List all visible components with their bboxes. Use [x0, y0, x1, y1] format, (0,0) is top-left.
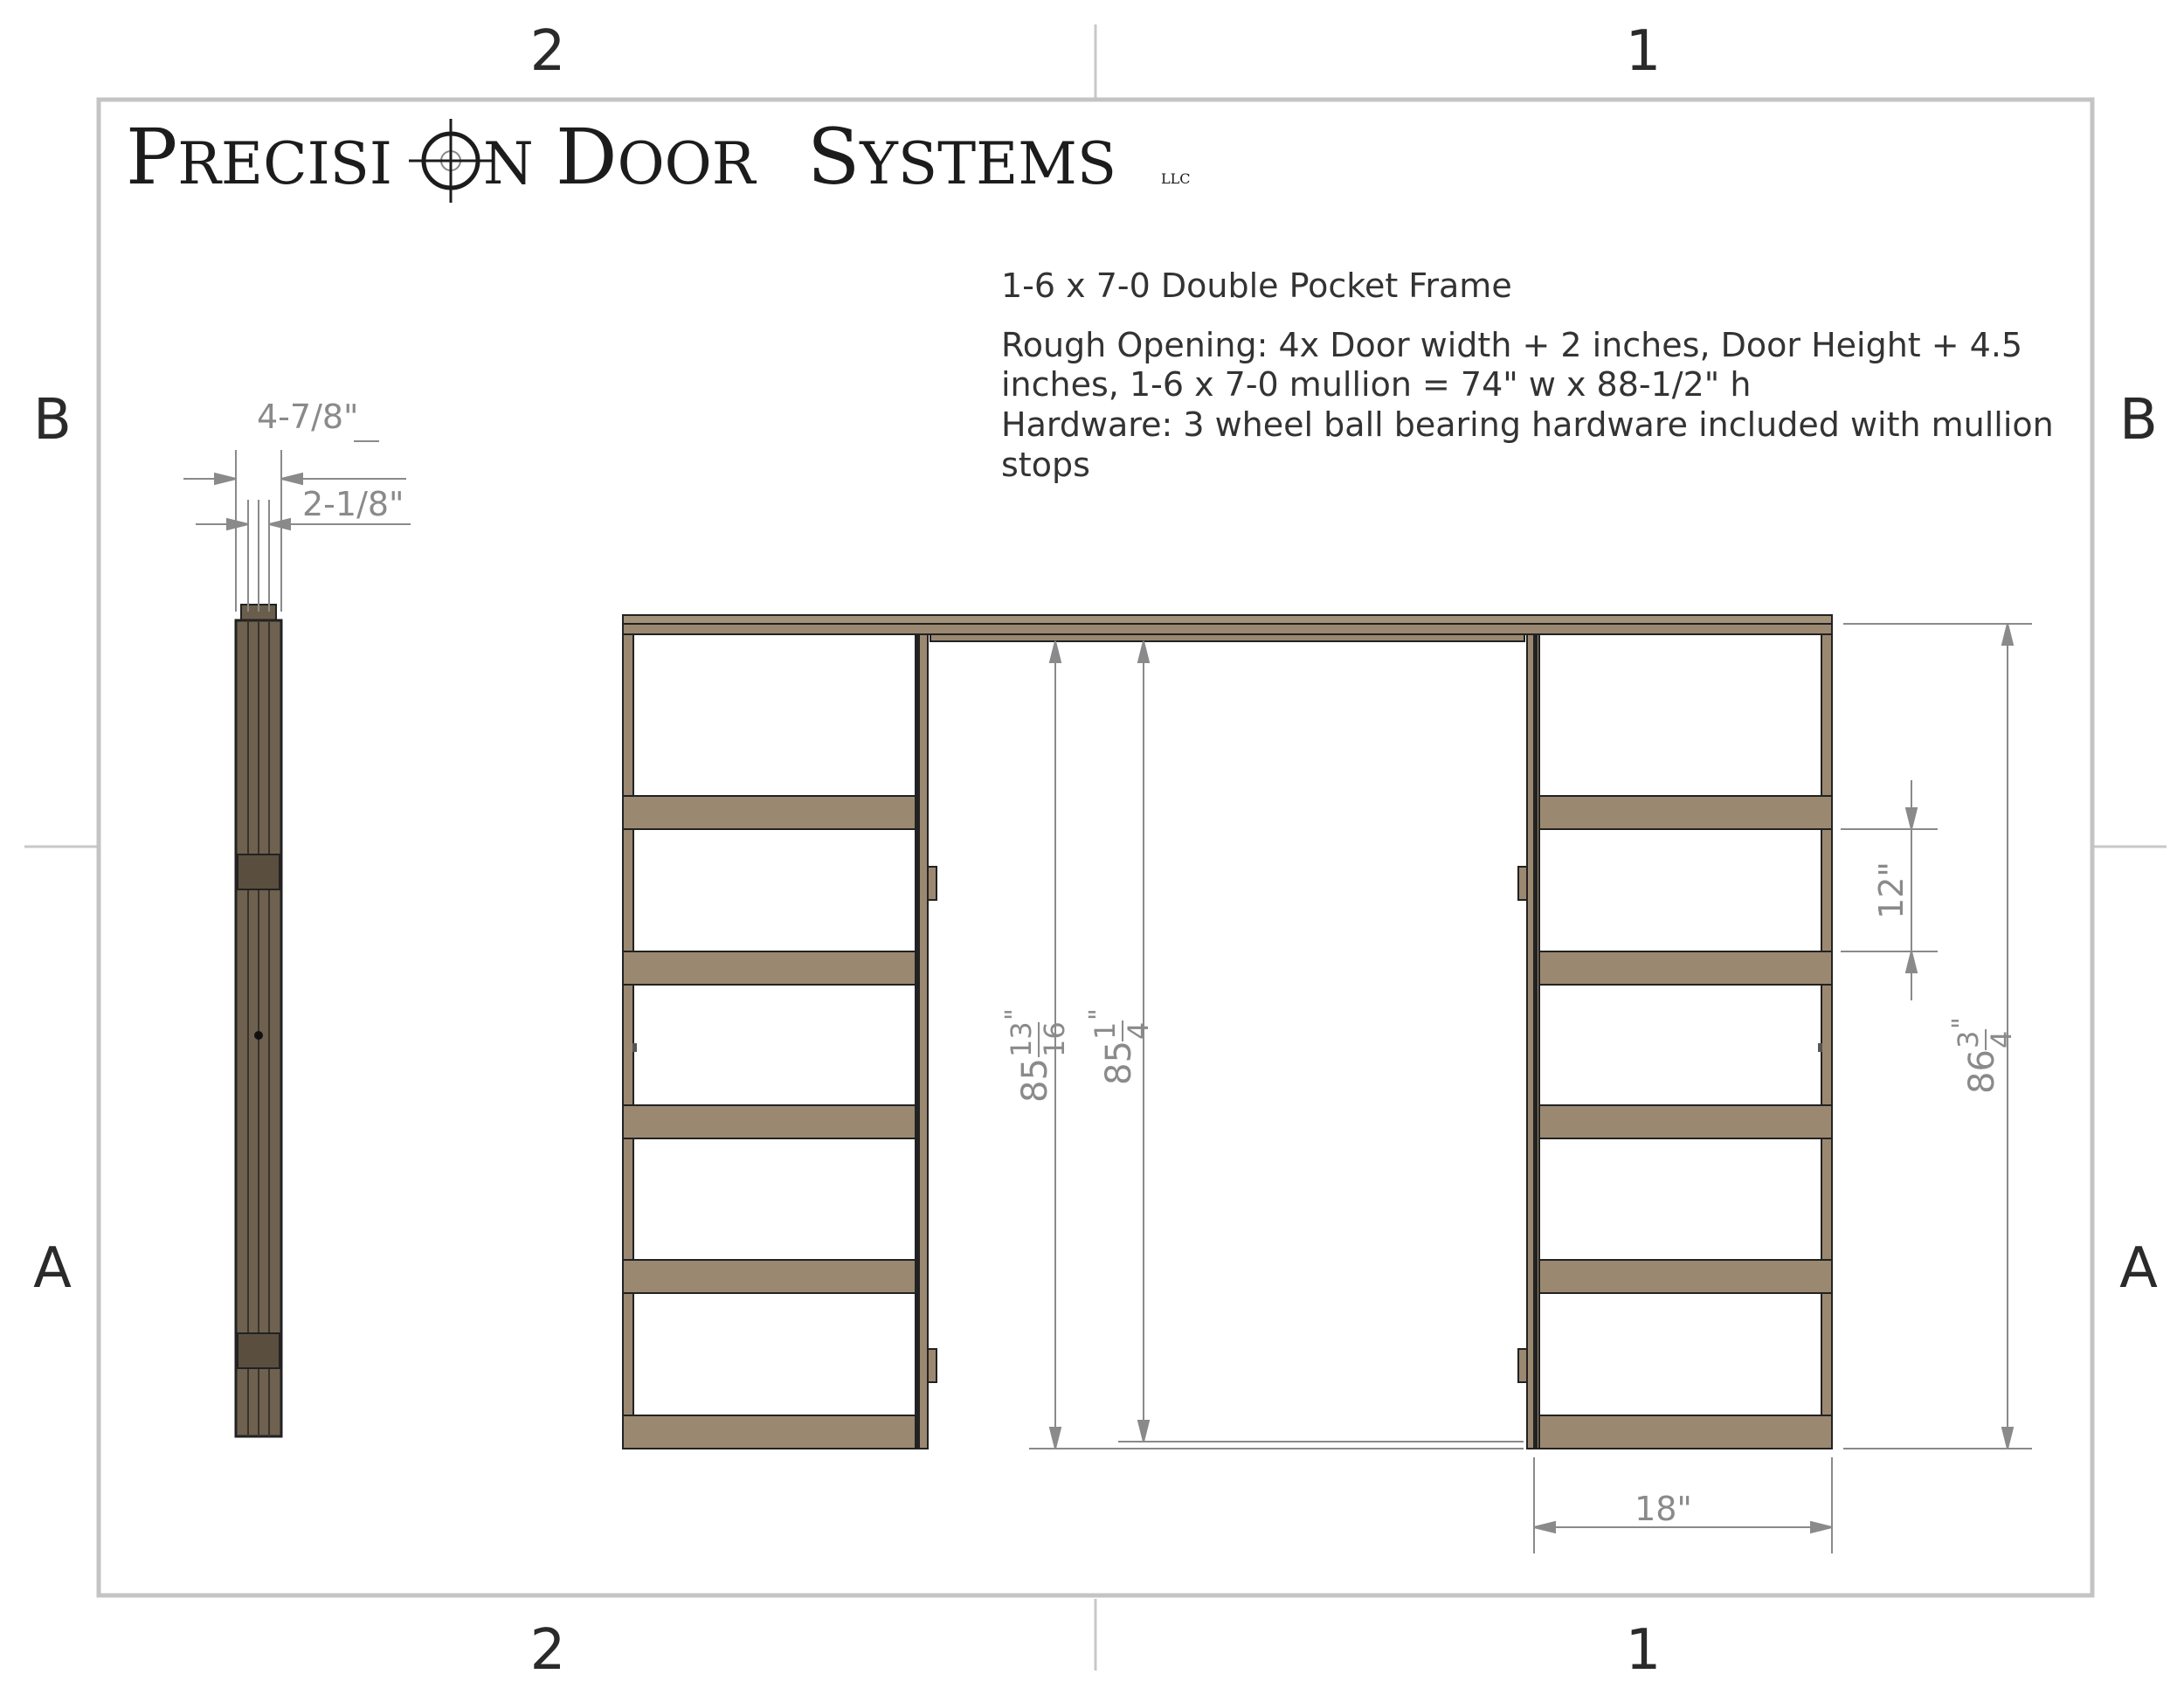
svg-text:SYSTEMS — [807, 112, 1116, 202]
dim-pocket-width: 18" — [1635, 1490, 1692, 1528]
grid-col-2-top: 2 — [529, 19, 566, 84]
grid-row-b-right: B — [2119, 388, 2158, 453]
left-pocket — [623, 634, 936, 1449]
left-pocket-guide — [632, 1043, 637, 1052]
right-pocket-jamb-edge — [1533, 634, 1538, 1449]
logo-suffix-llc: LLC — [1161, 170, 1191, 187]
right-pocket-outer-stud — [1821, 634, 1832, 1449]
note-hardware-1: Hardware: 3 wheel ball bearing hardware included with mullion — [1001, 405, 2054, 444]
dim-side-jamb-width: 2-1/8" — [302, 485, 404, 523]
grid-row-a-right: A — [2119, 1236, 2158, 1301]
left-pocket-crossbar — [623, 1415, 916, 1449]
side-view-dimensions — [183, 441, 411, 612]
header-track — [930, 634, 1524, 641]
left-pocket-jamb-edge — [916, 634, 920, 1449]
dim-opening-height-den: 16 — [1038, 1021, 1071, 1057]
right-pocket-crossbar — [1539, 1415, 1832, 1449]
dim-side-overall-width: 4-7/8" — [257, 398, 359, 436]
dim-overall-height-den: 4 — [1985, 1030, 2018, 1048]
left-pocket-stop — [928, 867, 936, 900]
dim-opening-height-num: 13 — [1005, 1021, 1038, 1057]
right-pocket-stop — [1518, 1349, 1527, 1382]
right-pocket-crossbar — [1539, 1260, 1832, 1293]
right-pocket-stop — [1518, 867, 1527, 900]
dim-inner-height-num: 1 — [1089, 1021, 1122, 1040]
logo-letter-d: D — [556, 112, 618, 202]
right-pocket-guide — [1818, 1043, 1822, 1052]
note-title: 1-6 x 7-0 Double Pocket Frame — [1001, 266, 1512, 305]
left-pocket-crossbar — [623, 1260, 916, 1293]
note-rough-opening-1: Rough Opening: 4x Door width + 2 inches, Door Height + 4.5 — [1001, 326, 2023, 364]
logo-text-oor: OOR — [617, 130, 756, 197]
grid-row-b-left: B — [33, 388, 72, 453]
grid-col-1-top: 1 — [1625, 19, 1662, 84]
left-pocket-crossbar — [623, 796, 916, 829]
drawing-border — [99, 100, 2092, 1595]
crosshair-o-icon — [409, 119, 493, 203]
grid-col-2-bottom: 2 — [529, 1618, 566, 1683]
logo-letter-p: P — [126, 112, 178, 202]
dim-inner-height-unit: " — [1084, 1008, 1115, 1020]
grid-row-a-left: A — [33, 1236, 72, 1301]
front-view — [623, 615, 2032, 1553]
left-pocket-outer-stud — [623, 634, 633, 1449]
grid-col-1-bottom: 1 — [1625, 1618, 1662, 1683]
left-pocket-stop — [928, 1349, 936, 1382]
drawing-notes — [1001, 266, 2054, 484]
logo-text-recisi: RECISI — [177, 130, 392, 197]
side-view-fastener — [254, 1031, 263, 1040]
right-pocket-crossbar — [1539, 796, 1832, 829]
company-logo — [126, 112, 1191, 203]
logo-text-ystems: YSTEMS — [860, 130, 1117, 197]
header-board-top — [623, 615, 1832, 624]
dim-opening-height-unit: " — [1000, 1008, 1031, 1020]
dim-overall-height-whole: 86 — [1962, 1049, 2002, 1094]
dim-opening-height-whole: 85 — [1015, 1058, 1055, 1103]
side-view-bracket-top — [238, 854, 280, 889]
note-hardware-2: stops — [1001, 446, 1090, 484]
note-rough-opening-2: inches, 1-6 x 7-0 mullion = 74" w x 88-1/2" h — [1001, 365, 1752, 404]
right-pocket — [1518, 634, 1832, 1449]
logo-letter-s: S — [807, 112, 860, 202]
dim-overall-height-num: 3 — [1952, 1030, 1985, 1048]
side-view — [183, 398, 411, 1436]
svg-text:DOOR — [556, 112, 757, 202]
dim-inner-height-whole: 85 — [1099, 1041, 1139, 1085]
dim-opening-height — [1000, 1008, 1071, 1103]
logo-text-n: N — [483, 130, 534, 197]
header-board — [623, 624, 1832, 634]
right-pocket-crossbar — [1539, 1105, 1832, 1138]
dim-overall-height-unit: " — [1947, 1017, 1978, 1029]
side-view-bracket-bottom — [238, 1333, 280, 1368]
dim-inner-height-den: 4 — [1122, 1021, 1155, 1040]
right-pocket-crossbar — [1539, 951, 1832, 985]
svg-text:PRECISI — [126, 112, 392, 202]
left-pocket-crossbar — [623, 1105, 916, 1138]
dim-stud-spacing: 12" — [1872, 861, 1911, 919]
svg-text:N — [483, 130, 534, 197]
left-pocket-crossbar — [623, 951, 916, 985]
